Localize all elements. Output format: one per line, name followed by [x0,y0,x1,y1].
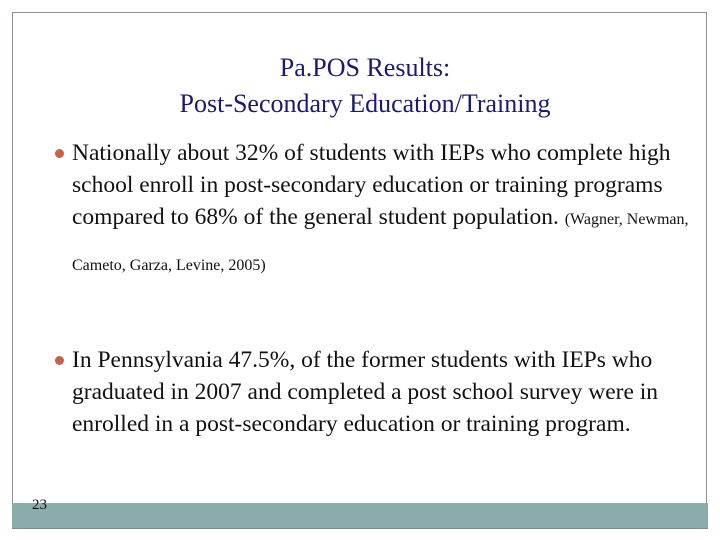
citation: (Wagner, Newman, [564,211,689,228]
title-line-1: Pa.POS Results: [279,53,451,82]
bullet-item-national [72,137,697,282]
citation-continued: Cameto, Garza, Levine, 2005) [72,257,266,274]
bullet-text: Nationally about 32% of students with IEPs who complete high school enroll in post-secondary education or training programs compared to 68% of the general student population. [72,140,671,230]
footer-bar [12,503,708,529]
bullet-item-pennsylvania [72,344,697,440]
bullet-icon [55,149,64,158]
slide-title [60,50,670,122]
bullet-icon [55,356,64,365]
bullet-text: In Pennsylvania 47.5%, of the former students with IEPs who graduated in 2007 and completed a post school survey were in enrolled in a post-secondary education or training program. [72,347,659,437]
title-line-2: Post-Secondary Education/Training [179,89,551,118]
page-number: 23 [32,497,47,513]
